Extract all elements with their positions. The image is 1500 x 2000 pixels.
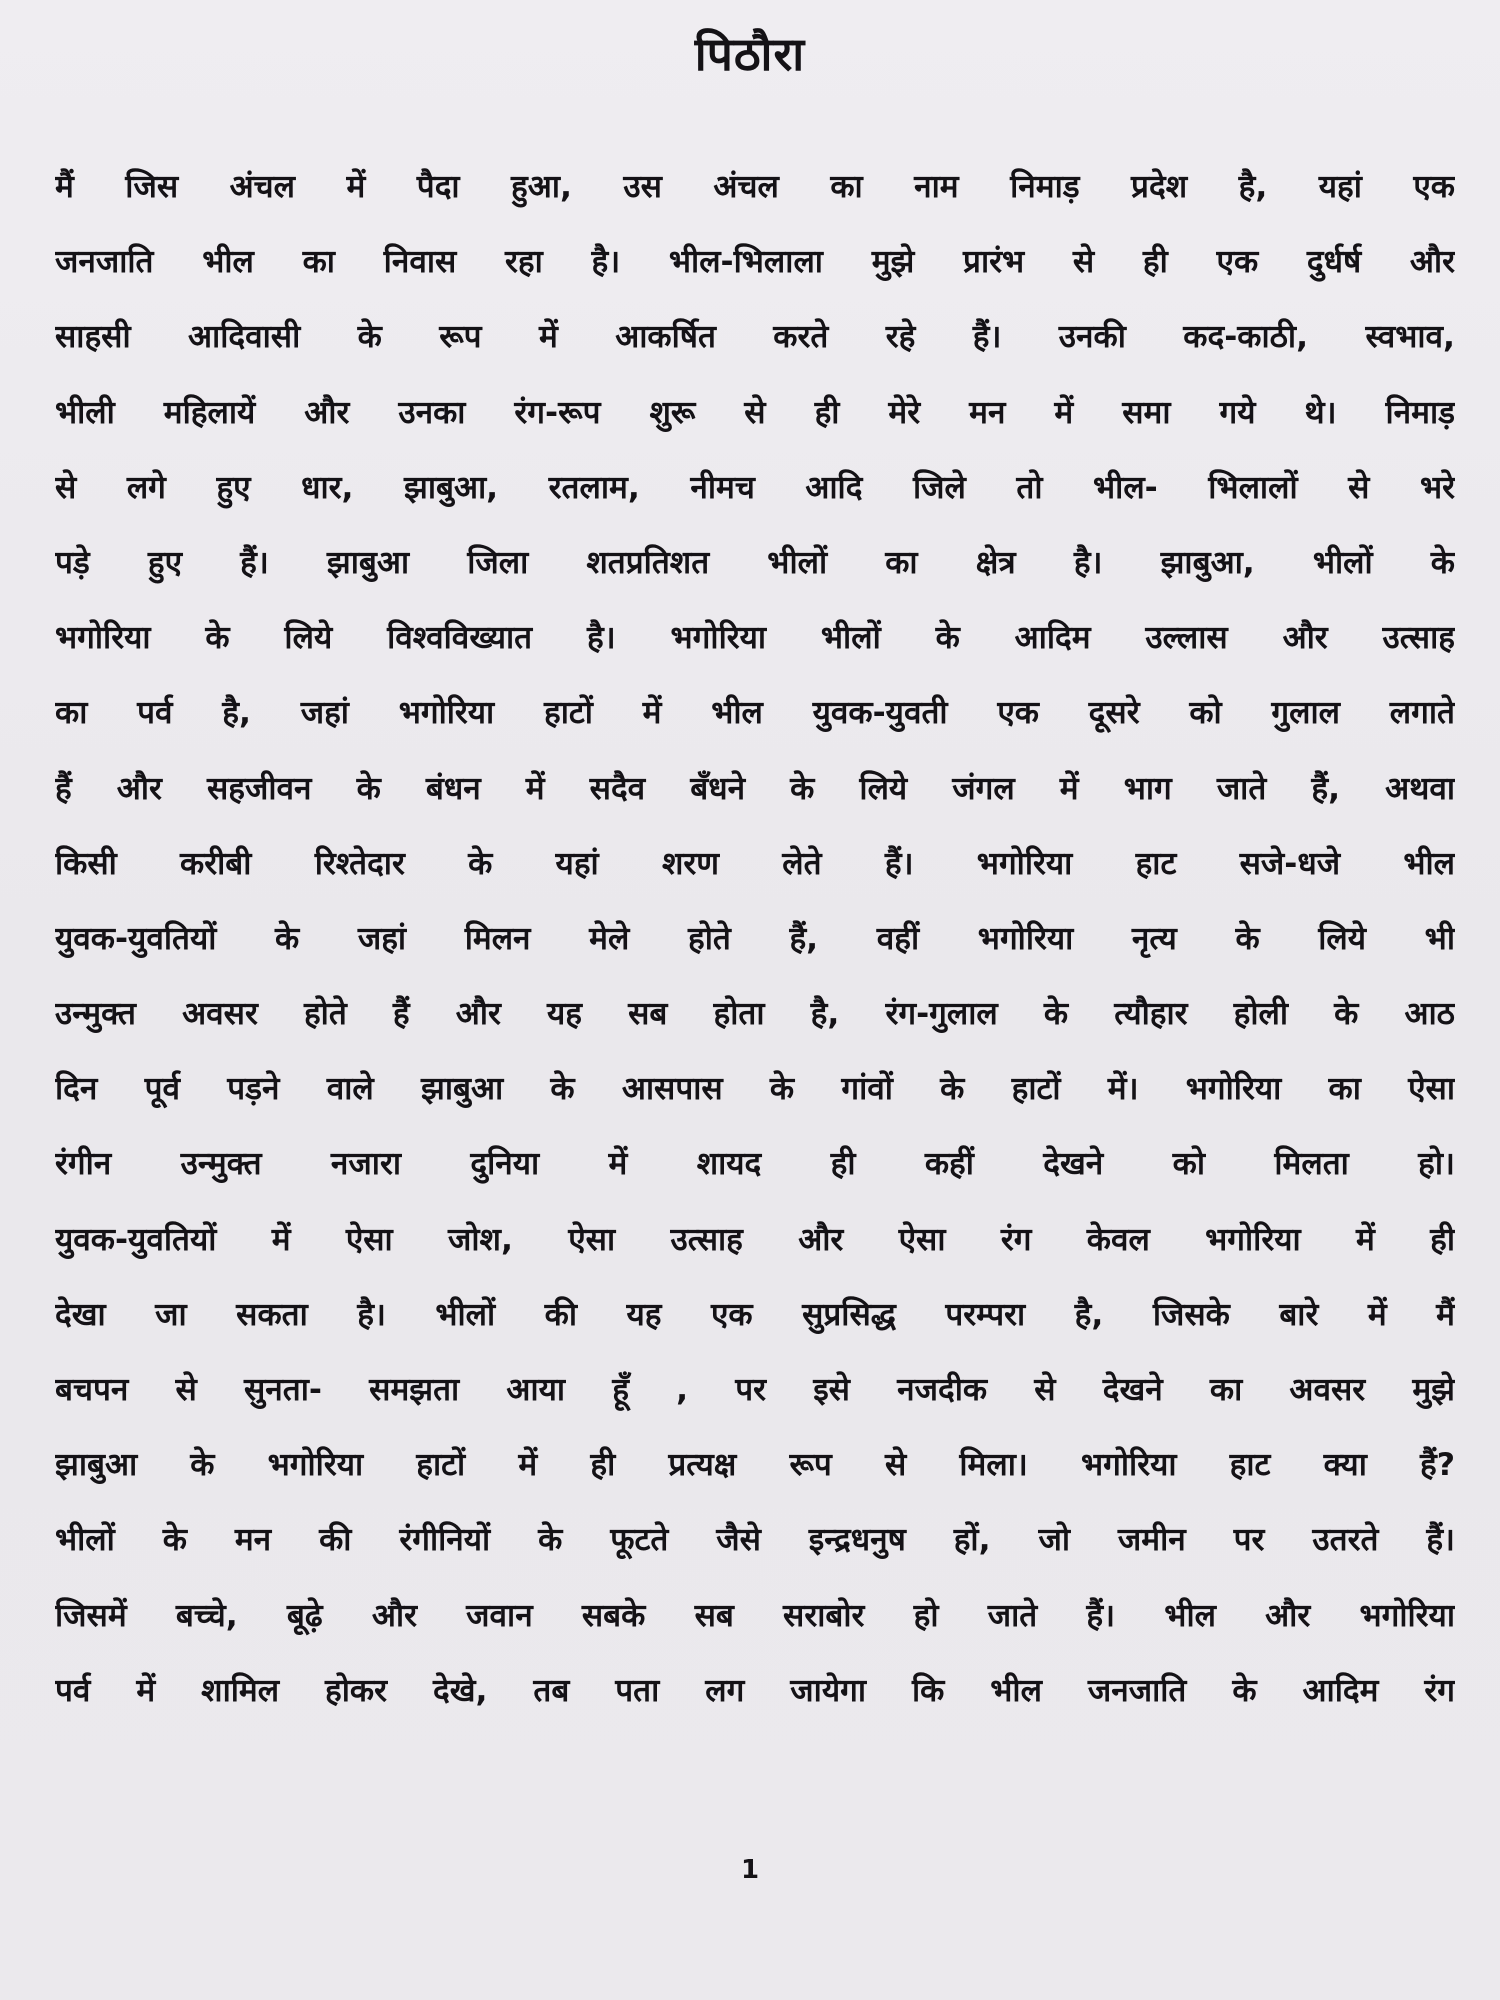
text-line: हैं और सहजीवन के बंधन में सदैव बँधने के लिये जंगल में भाग जाते हैं, अथवा [55,770,1455,807]
text-line: पड़े हुए हैं। झाबुआ जिला शतप्रतिशत भीलों का क्षेत्र है। झाबुआ, भीलों के [55,544,1455,581]
text-line: युवक-युवतियों के जहां मिलन मेले होते हैं, वहीं भगोरिया नृत्य के लिये भी [55,920,1455,957]
text-line: रंगीन उन्मुक्त नजारा दुनिया में शायद ही कहीं देखने को मिलता हो। [55,1146,1455,1183]
text-line: जिसमें बच्चे, बूढ़े और जवान सबके सब सराबोर हो जाते हैं। भील और भगोरिया [55,1597,1455,1634]
text-line: मैं जिस अंचल में पैदा हुआ, उस अंचल का नाम निमाड़ प्रदेश है, यहां एक [55,169,1455,205]
text-line: साहसी आदिवासी के रूप में आकर्षित करते रहे हैं। उनकी कद-काठी, स्वभाव, [55,319,1455,356]
text-line: पर्व में शामिल होकर देखे, तब पता लग जायेगा कि भील जनजाति के आदिम रंग [55,1672,1455,1709]
text-line: देखा जा सकता है। भीलों की यह एक सुप्रसिद्ध परम्परा है, जिसके बारे में मैं [55,1296,1455,1333]
text-line: भीलों के मन की रंगीनियों के फूटते जैसे इन्द्रधनुष हों, जो जमीन पर उतरते हैं। [55,1522,1455,1559]
text-line: झाबुआ के भगोरिया हाटों में ही प्रत्यक्ष रूप से मिला। भगोरिया हाट क्या हैं? [55,1447,1455,1484]
body-text [55,150,1455,1729]
text-line: उन्मुक्त अवसर होते हैं और यह सब होता है, रंग-गुलाल के त्यौहार होली के आठ [55,996,1455,1033]
page-title: पिठौरा [694,27,806,81]
text-line: का पर्व है, जहां भगोरिया हाटों में भील युवक-युवती एक दूसरे को गुलाल लगाते [55,695,1455,732]
text-line: से लगे हुए धार, झाबुआ, रतलाम, नीमच आदि जिले तो भील- भिलालों से भरे [55,469,1455,506]
text-line: दिन पूर्व पड़ने वाले झाबुआ के आसपास के गांवों के हाटों में। भगोरिया का ऐसा [55,1071,1455,1108]
text-line: भगोरिया के लिये विश्वविख्यात है। भगोरिया भीलों के आदिम उल्लास और उत्साह [55,620,1455,657]
text-line: किसी करीबी रिश्तेदार के यहां शरण लेते हैं। भगोरिया हाट सजे-धजे भील [55,845,1455,882]
page-number: 1 [740,1855,760,1885]
text-line: युवक-युवतियों में ऐसा जोश, ऐसा उत्साह और ऐसा रंग केवल भगोरिया में ही [55,1221,1455,1258]
text-line: बचपन से सुनता- समझता आया हूँ , पर इसे नजदीक से देखने का अवसर मुझे [55,1372,1455,1408]
text-line: जनजाति भील का निवास रहा है। भील-भिलाला मुझे प्रारंभ से ही एक दुर्धर्ष और [55,244,1455,281]
text-line: भीली महिलायें और उनका रंग-रूप शुरू से ही मेरे मन में समा गये थे। निमाड़ [55,394,1455,431]
